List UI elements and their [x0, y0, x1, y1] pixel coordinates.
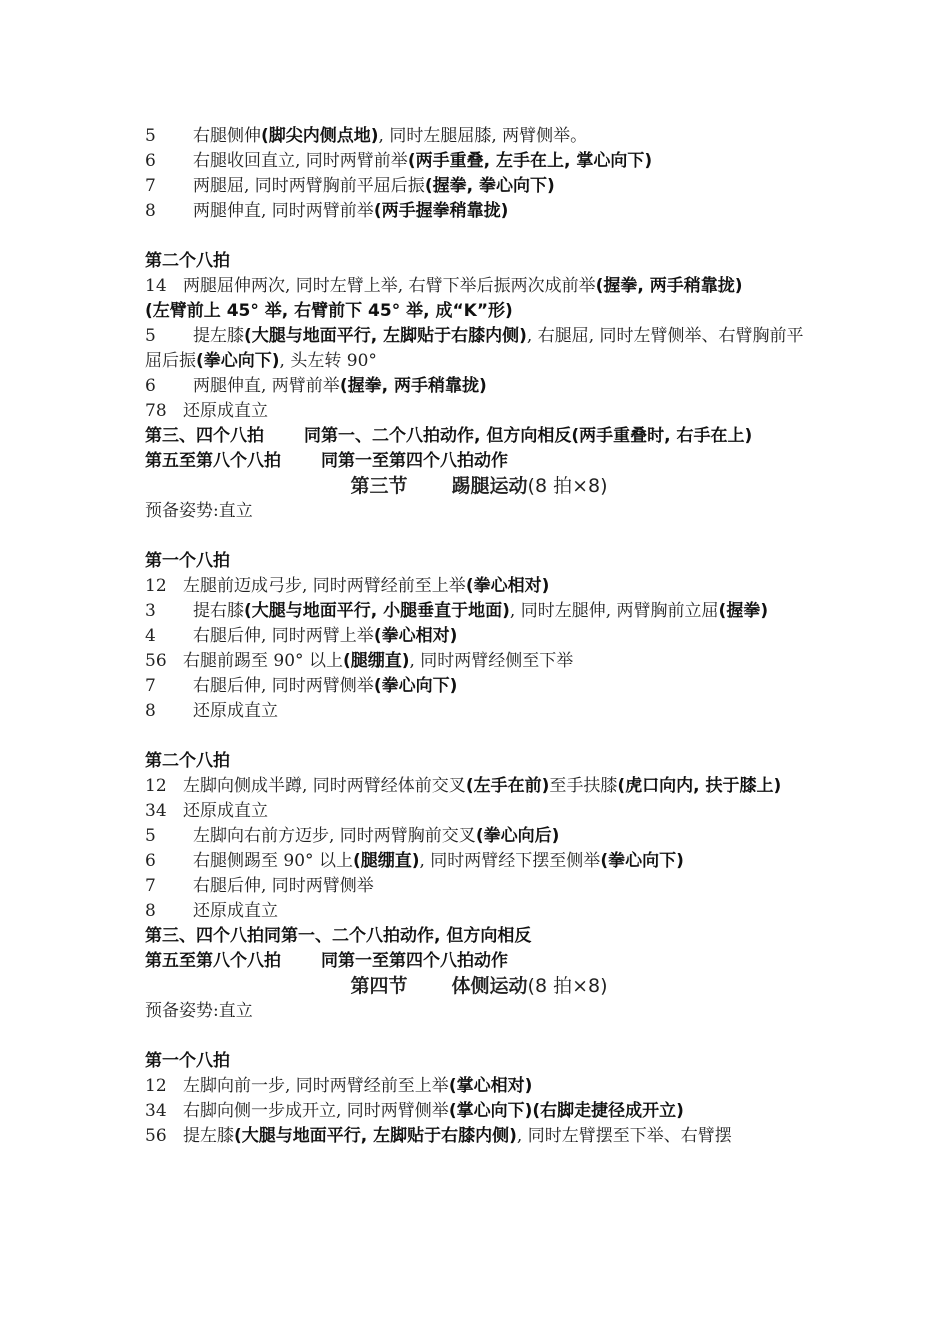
section-heading: 第一个八拍: [145, 551, 230, 571]
step-line: 34 右脚向侧一步成开立, 同时两臂侧举(掌心向下)(右脚走捷径成开立): [145, 1101, 684, 1121]
spacer: [145, 724, 813, 749]
section-heading: 第三、四个八拍同第一、二个八拍动作, 但方向相反: [145, 926, 532, 946]
section-heading: 第二个八拍: [145, 251, 230, 271]
step-line: 34 还原成直立: [145, 801, 268, 821]
step-line: 56 右腿前踢至 90° 以上(腿绷直), 同时两臂经侧至下举: [145, 651, 574, 671]
step-line: 56 提左膝(大腿与地面平行, 左脚贴于右膝内侧), 同时左臂摆至下举、右臂摆: [145, 1126, 732, 1146]
step-line: 14 两腿屈伸两次, 同时左臂上举, 右臂下举后振两次成前举(握拳, 两手稍靠拢): [145, 276, 743, 296]
step-line: 6 两腿伸直, 两臂前举(握拳, 两手稍靠拢): [145, 376, 487, 396]
step-line: 8 还原成直立: [145, 901, 278, 921]
document-body: [145, 124, 813, 1149]
section-heading: 第三、四个八拍 同第一、二个八拍动作, 但方向相反(两手重叠时, 右手在上): [145, 426, 753, 446]
preparation-line: 预备姿势:直立: [145, 501, 253, 521]
step-line-continued: (左臂前上 45° 举, 右臂前下 45° 举, 成“K”形): [145, 301, 513, 321]
spacer: [145, 524, 813, 549]
step-line: 5 左脚向右前方迈步, 同时两臂胸前交叉(拳心向后): [145, 826, 560, 846]
section-heading: 第一个八拍: [145, 1051, 230, 1071]
spacer: [145, 1024, 813, 1049]
section-heading: 第二个八拍: [145, 751, 230, 771]
step-line: 3 提右膝(大腿与地面平行, 小腿垂直于地面), 同时左腿伸, 两臂胸前立屈(握拳): [145, 601, 769, 621]
section-title: 第三节 踢腿运动(8 拍×8): [350, 475, 608, 497]
step-line: 5 提左膝(大腿与地面平行, 左脚贴于右膝内侧), 右腿屈, 同时左臂侧举、右臂胸前平屈后振(拳心向下), 头左转 90°: [145, 326, 804, 371]
section-title: 第四节 体侧运动(8 拍×8): [350, 975, 608, 997]
step-line: 78 还原成直立: [145, 401, 268, 421]
preparation-line: 预备姿势:直立: [145, 1001, 253, 1021]
step-line: 8 还原成直立: [145, 701, 278, 721]
step-line: 12 左腿前迈成弓步, 同时两臂经前至上举(拳心相对): [145, 576, 550, 596]
step-line: 8 两腿伸直, 同时两臂前举(两手握拳稍靠拢): [145, 201, 509, 221]
step-line: 7 右腿后伸, 同时两臂侧举(拳心向下): [145, 676, 458, 696]
spacer: [145, 224, 813, 249]
step-line: 6 右腿侧踢至 90° 以上(腿绷直), 同时两臂经下摆至侧举(拳心向下): [145, 851, 684, 871]
step-line: 7 右腿后伸, 同时两臂侧举: [145, 876, 374, 896]
step-line: 12 左脚向前一步, 同时两臂经前至上举(掌心相对): [145, 1076, 533, 1096]
step-line: 7 两腿屈, 同时两臂胸前平屈后振(握拳, 拳心向下): [145, 176, 555, 196]
step-line: 4 右腿后伸, 同时两臂上举(拳心相对): [145, 626, 458, 646]
section-heading: 第五至第八个八拍 同第一至第四个八拍动作: [145, 951, 508, 971]
step-line: 5 右腿侧伸(脚尖内侧点地), 同时左腿屈膝, 两臂侧举。: [145, 126, 588, 146]
step-line: 12 左脚向侧成半蹲, 同时两臂经体前交叉(左手在前)至手扶膝(虎口向内, 扶于膝上): [145, 776, 782, 796]
step-line: 6 右腿收回直立, 同时两臂前举(两手重叠, 左手在上, 掌心向下): [145, 151, 653, 171]
section-heading: 第五至第八个八拍 同第一至第四个八拍动作: [145, 451, 508, 471]
